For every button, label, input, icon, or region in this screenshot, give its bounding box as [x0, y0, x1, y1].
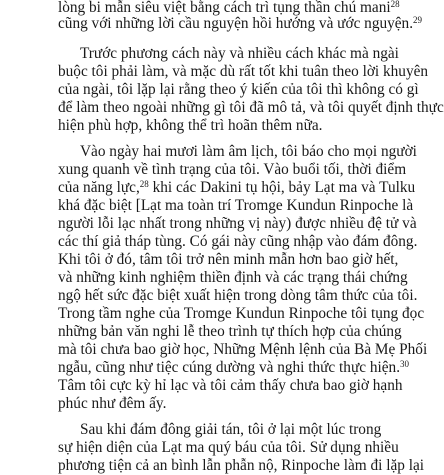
text-fragment: những bản văn nghi lễ theo trình tự thích hợp của chúng: [58, 323, 402, 340]
text-line: [58, 377, 403, 395]
text-fragment: buộc tôi phải làm, và mặc dù rất tốt khi tuân theo lời khuyên: [58, 63, 429, 80]
text-line: [58, 233, 418, 251]
text-fragment: Vào ngày hai mươi làm âm lịch, tôi báo cho mọi người: [80, 143, 417, 160]
text-line: [58, 15, 423, 33]
paragraph-first-line: [80, 143, 417, 161]
text-line: [58, 197, 414, 215]
paragraph-first-line: [80, 45, 399, 63]
text-fragment: Trong tầm nghe của Tromge Kundun Rinpoche tôi tụng đọc: [58, 305, 425, 322]
text-fragment: để làm theo ngoài những gì tôi đã mô tả, và tôi quyết định thực: [58, 99, 444, 116]
text-fragment: của ngài, tôi lặp lại rằng theo ý kiến của tôi thì không có gì: [58, 81, 419, 98]
text-line: [58, 359, 410, 377]
text-line: [58, 305, 425, 323]
text-fragment: xung quanh về tình trạng của tôi. Vào buổi tối, thời điểm: [58, 161, 407, 178]
footnote-marker: 30: [400, 359, 410, 369]
text-line: [58, 395, 344, 413]
text-fragment: Trước phương cách này và nhiều cách khác mà ngài: [80, 45, 399, 62]
text-line: [58, 323, 402, 341]
text-fragment: cũng với những lời cầu nguyện hồi hướng và ước nguyện.: [58, 15, 414, 32]
text-line: [58, 287, 418, 305]
text-line: [58, 63, 429, 81]
text-fragment: hiện phù hợp, không thể trì hoãn thêm nữa.: [58, 117, 323, 134]
text-line: [58, 269, 408, 287]
text-line: [58, 439, 399, 457]
text-line: [58, 179, 416, 197]
text-line: [58, 117, 344, 135]
text-line: [58, 457, 424, 475]
text-fragment: và những kinh nghiệm thiền định và các trạng thái chứng: [58, 269, 408, 286]
text-fragment: Khi tôi ở đó, tâm tôi trở nên minh mẫn hơn bao giờ hết,: [58, 251, 399, 268]
footnote-marker: 28: [139, 179, 149, 189]
text-fragment: khi các Dakini tụ hội, bảy Lạt ma và Tulku: [148, 179, 416, 196]
text-fragment: ngộ hết sức đặc biệt xuất hiện trong dòng tâm thức của tôi.: [58, 287, 418, 304]
text-fragment: mà tôi chưa bao giờ học, Những Mệnh lệnh của Bà Mẹ Phối: [58, 341, 428, 358]
text-fragment: phúc như đêm ấy.: [58, 395, 167, 412]
text-line: [58, 251, 399, 269]
text-fragment: Tâm tôi cực kỳ hỉ lạc và tôi cảm thấy chưa bao giờ hạnh: [58, 377, 403, 394]
text-fragment: người lỗi lạc nhất trong những vị này) được nhiều đệ tử và: [58, 215, 417, 232]
footnote-marker: 28: [390, 0, 400, 9]
paragraph-first-line: [80, 421, 382, 439]
text-fragment: phương tiện cả an bình lẫn phẫn nộ, Rinpoche làm đi lặp lại: [58, 457, 424, 474]
footnote-marker: 29: [413, 15, 423, 25]
text-line: [58, 81, 419, 99]
text-fragment: Sau khi đám đông giải tán, tôi ở lại một lúc trong: [80, 421, 382, 438]
text-line: [58, 341, 428, 359]
text-fragment: khá đặc biệt [Lạt ma toàn trí Tromge Kundun Rinpoche là: [58, 197, 414, 214]
text-fragment: các thí giả tháp tùng. Có gái này cũng nhập vào đám đông.: [58, 233, 418, 250]
text-fragment: sự hiện diện của Lạt ma quý báu của tôi. Sử dụng nhiều: [58, 439, 399, 456]
text-fragment: của năng lực,: [58, 179, 140, 196]
text-line: [58, 215, 417, 233]
text-line: [58, 161, 407, 179]
text-line: [58, 99, 444, 117]
text-fragment: lòng bi mẫn siêu việt bằng cách trì tụng thần chú mani: [58, 0, 391, 16]
text-fragment: ngẫu, cũng như tiệc cúng dường và nghi thức thực hiện.: [58, 359, 401, 376]
